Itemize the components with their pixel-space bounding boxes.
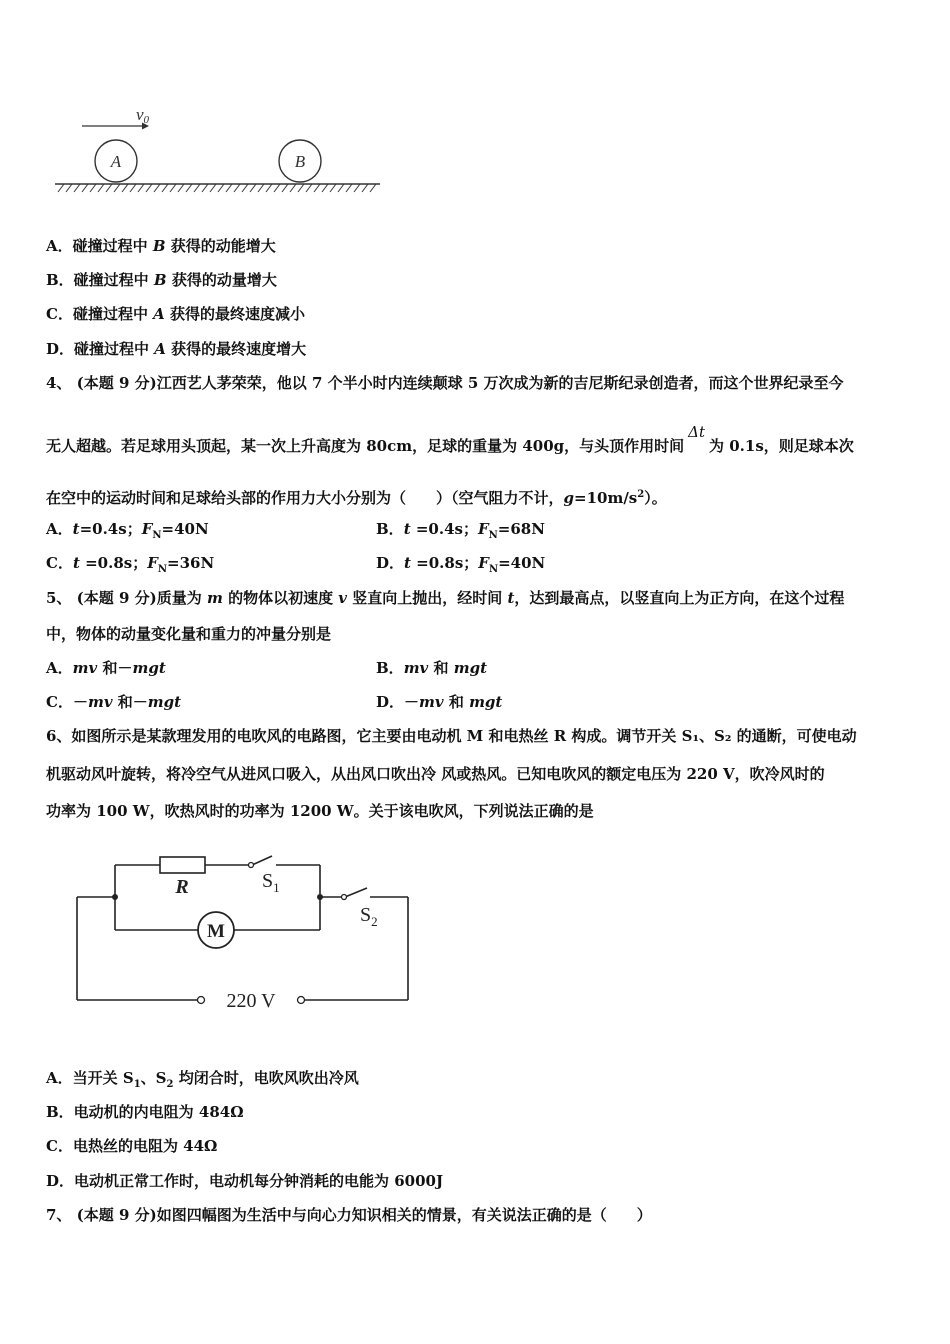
q5-stem-line2: 中，物体的动量变化量和重力的冲量分别是 [46,625,332,643]
ball-b-label: B [294,152,306,171]
q6-stem-line3: 功率为 100 W，吹热风时的功率为 1200 W。关于该电吹风，下列说法正确的是 [46,802,594,820]
q6-option-a: A．当开关 $S_1$、$S_2$ 均闭合时，电吹风吹出冷风 [46,1069,359,1090]
q4-stem-line3: 在空中的运动时间和足球给头部的作用力大小分别为（ ）（空气阻力不计，$g=10m/s^2$）。 [46,489,667,507]
resistor-label: R [175,876,189,898]
q6-option-c: C．电热丝的电阻为 44Ω [46,1137,218,1155]
q4-stem-line2: 无人超越。若足球用头顶起，某一次上升高度为 80cm，足球的重量为 400g，与头顶作用时间Δt为 0.1s，则足球本次 [46,423,854,455]
svg-text:M: M [207,921,225,942]
switch-s2-label: $S_2$ [360,904,378,929]
switch-s1 [252,856,272,865]
q6-option-d: D．电动机正常工作时，电动机每分钟消耗的电能为 6000J [46,1172,444,1190]
q7-stem-line1: 7、 (本题 9 分)如图四幅图为生活中与向心力知识相关的情景，有关说法正确的是（ ） [46,1206,652,1224]
q3-option-d: D．碰撞过程中 A 获得的最终速度增大 [46,340,307,358]
q4-option-c: C．t =0.8s；$F_N=36N$ [46,554,215,575]
q5-stem-line1: 5、 (本题 9 分)质量为 m 的物体以初速度 v 竖直向上抛出，经时间 t，达到最高点，以竖直向上为正方向，在这个过程 [46,589,845,607]
switch-s2 [345,888,367,897]
q5-option-c: C．－mv 和－mgt [46,693,182,711]
q3-option-b: B．碰撞过程中 B 获得的动量增大 [46,271,277,289]
resistor-r [160,857,205,873]
collision-figure [50,100,390,200]
q5-option-d: D．－mv 和 mgt [376,693,503,711]
circuit-diagram [70,845,420,1015]
q4-option-a: A．t=0.4s；$F_N=40N$ [46,520,209,541]
switch-s1-label: $S_1$ [262,870,280,895]
q4-stem-line1: 4、 (本题 9 分)江西艺人茅荣荣，他以 7 个半小时内连续颠球 5 万次成为新的吉尼斯纪录创造者，而这个世界纪录至今 [46,374,844,392]
ground [55,184,380,192]
q6-option-b: B．电动机的内电阻为 484Ω [46,1103,244,1121]
voltage-label: 220 V [226,990,276,1012]
q6-stem-line2: 机驱动风叶旋转，将冷空气从进风口吸入，从出风口吹出冷 风或热风。已知电吹风的额定电压为 220 V，吹冷风时的 [46,765,825,783]
q4-option-b: B．t =0.4s；$F_N=68N$ [376,520,545,541]
delta-t: Δt [688,423,706,441]
q5-option-a: A．mv 和－mgt [46,659,166,677]
q3-option-c: C．碰撞过程中 A 获得的最终速度减小 [46,305,306,323]
q4-option-d: D．t =0.8s；$F_N=40N$ [376,554,546,575]
q5-option-b: B．mv 和 mgt [376,659,488,677]
q3-option-a: A．碰撞过程中 B 获得的动能增大 [46,237,276,255]
ball-a-label: A [110,152,122,171]
q6-stem-line1: 6、如图所示是某款理发用的电吹风的电路图，它主要由电动机 M 和电热丝 R 构成。调节开关 S₁、S₂ 的通断，可使电动 [46,727,857,745]
velocity-label: v0 [136,105,150,126]
